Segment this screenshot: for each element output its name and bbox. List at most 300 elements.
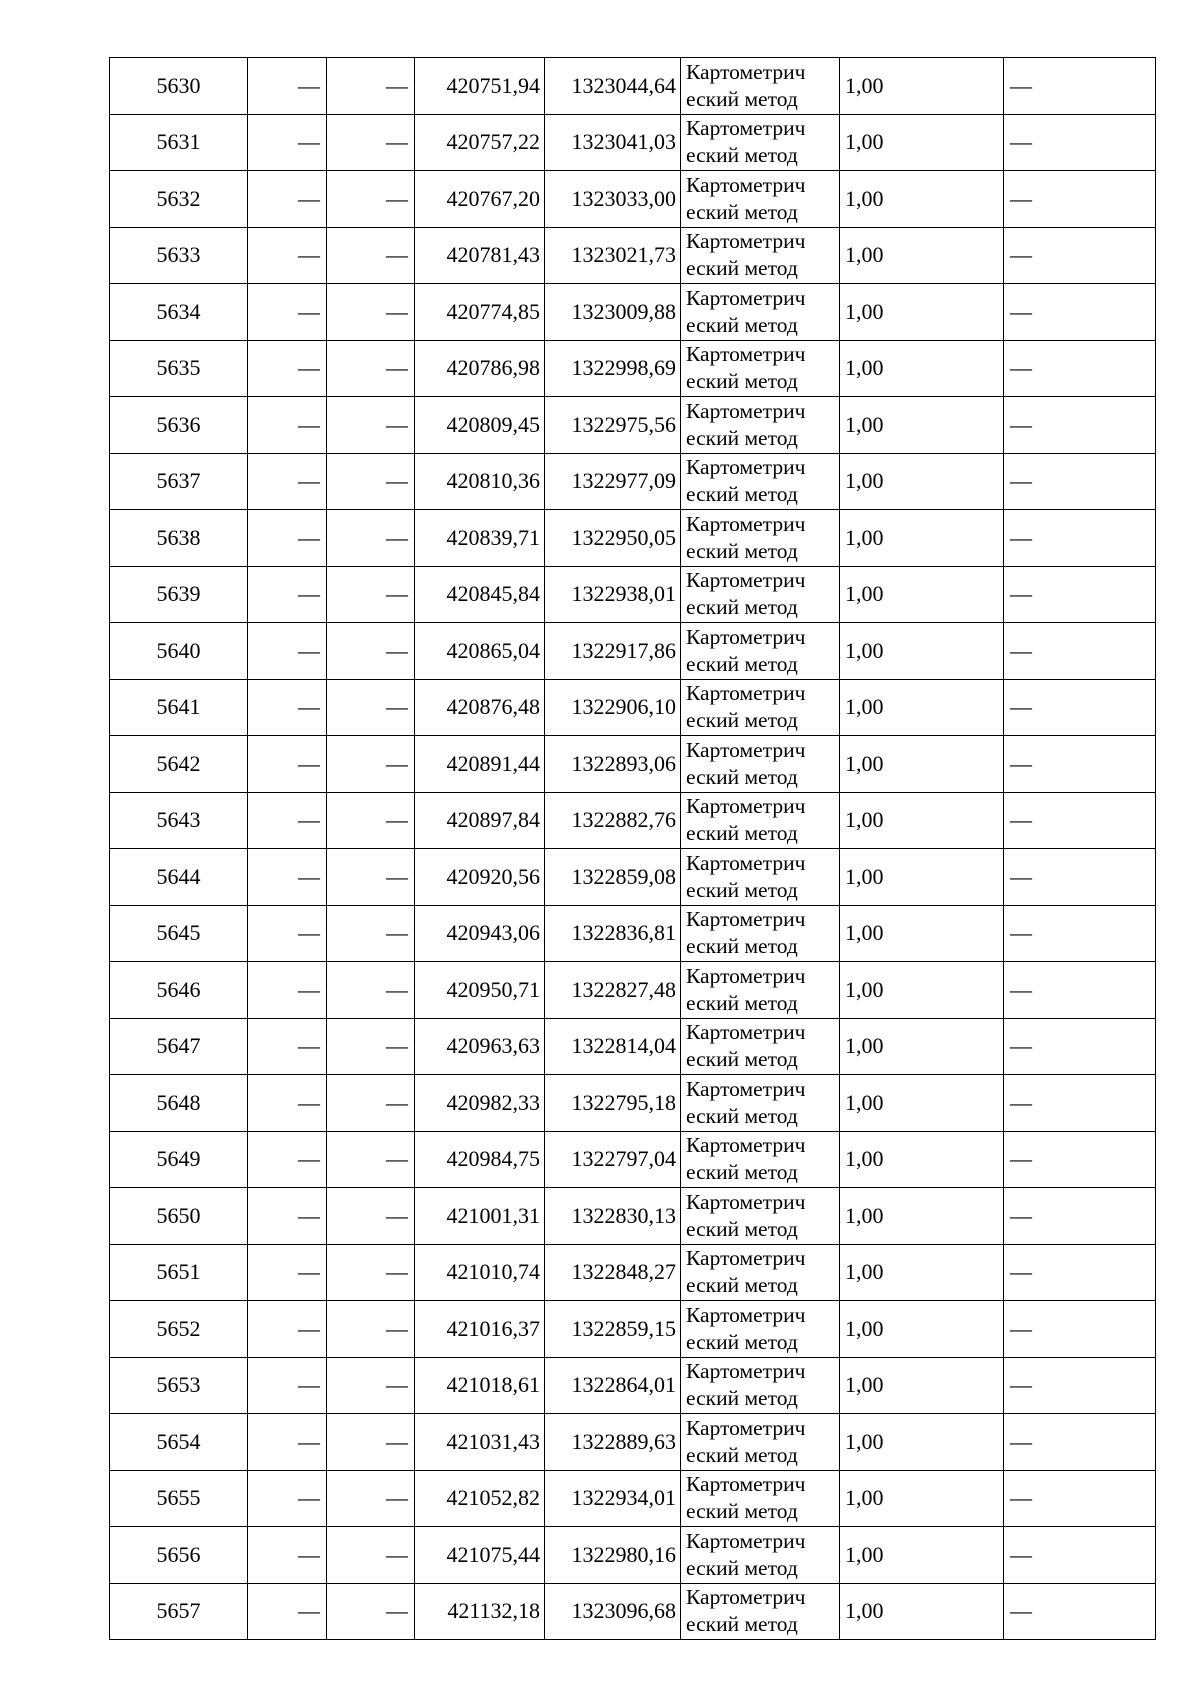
empty-value-cell: — — [327, 58, 415, 115]
accuracy-cell: 1,00 — [840, 1131, 1004, 1188]
table-row — [110, 792, 1156, 849]
method-cell — [681, 736, 840, 793]
table-row — [110, 1357, 1156, 1414]
empty-value-cell: — — [327, 510, 415, 567]
y-coordinate-cell: 1323033,00 — [545, 171, 681, 228]
method-cell — [681, 1244, 840, 1301]
point-number-cell: 5641 — [110, 679, 248, 736]
point-number-cell: 5645 — [110, 905, 248, 962]
table-row — [110, 397, 1156, 454]
method-text-line-2: еский метод — [686, 990, 798, 1015]
table-row — [110, 1018, 1156, 1075]
description-cell: — — [1004, 1357, 1156, 1414]
empty-value-cell: — — [248, 1301, 327, 1358]
table-row — [110, 623, 1156, 680]
x-coordinate-cell: 420767,20 — [415, 171, 545, 228]
empty-value-cell: — — [327, 1527, 415, 1584]
empty-value-cell: — — [327, 905, 415, 962]
empty-value-cell: — — [327, 1414, 415, 1471]
method-text-line-1: Картометрич — [686, 681, 806, 706]
method-cell — [681, 1131, 840, 1188]
empty-value-cell: — — [327, 1357, 415, 1414]
method-text-line-1: Картометрич — [686, 1415, 806, 1440]
x-coordinate-cell: 420876,48 — [415, 679, 545, 736]
point-number-cell: 5630 — [110, 58, 248, 115]
accuracy-cell: 1,00 — [840, 566, 1004, 623]
x-coordinate-cell: 420809,45 — [415, 397, 545, 454]
empty-value-cell: — — [248, 114, 327, 171]
method-text-line-1: Картометрич — [686, 1585, 806, 1610]
description-cell: — — [1004, 1018, 1156, 1075]
empty-value-cell: — — [327, 962, 415, 1019]
method-text-line-2: еский метод — [686, 1160, 798, 1185]
empty-value-cell: — — [248, 1244, 327, 1301]
point-number-cell: 5636 — [110, 397, 248, 454]
point-number-cell: 5633 — [110, 227, 248, 284]
accuracy-cell: 1,00 — [840, 1244, 1004, 1301]
point-number-cell: 5654 — [110, 1414, 248, 1471]
method-text-line-1: Картометрич — [686, 1302, 806, 1327]
method-text-line-2: еский метод — [686, 1329, 798, 1354]
method-text-line-2: еский метод — [686, 764, 798, 789]
empty-value-cell: — — [327, 1301, 415, 1358]
empty-value-cell: — — [327, 792, 415, 849]
method-text-line-2: еский метод — [686, 425, 798, 450]
accuracy-cell: 1,00 — [840, 1018, 1004, 1075]
y-coordinate-cell: 1323041,03 — [545, 114, 681, 171]
method-text-line-1: Картометрич — [686, 285, 806, 310]
y-coordinate-cell: 1322977,09 — [545, 453, 681, 510]
x-coordinate-cell: 420845,84 — [415, 566, 545, 623]
empty-value-cell: — — [248, 1018, 327, 1075]
y-coordinate-cell: 1322827,48 — [545, 962, 681, 1019]
method-text-line-1: Картометрич — [686, 737, 806, 762]
y-coordinate-cell: 1322934,01 — [545, 1470, 681, 1527]
table-row — [110, 510, 1156, 567]
empty-value-cell: — — [327, 1018, 415, 1075]
method-cell — [681, 792, 840, 849]
method-text-line-1: Картометрич — [686, 511, 806, 536]
point-number-cell: 5635 — [110, 340, 248, 397]
y-coordinate-cell: 1322830,13 — [545, 1188, 681, 1245]
accuracy-cell: 1,00 — [840, 623, 1004, 680]
method-text-line-2: еский метод — [686, 86, 798, 111]
point-number-cell: 5648 — [110, 1075, 248, 1132]
table-row — [110, 340, 1156, 397]
description-cell: — — [1004, 566, 1156, 623]
accuracy-cell: 1,00 — [840, 962, 1004, 1019]
empty-value-cell: — — [248, 623, 327, 680]
y-coordinate-cell: 1322882,76 — [545, 792, 681, 849]
x-coordinate-cell: 421018,61 — [415, 1357, 545, 1414]
table-row — [110, 1470, 1156, 1527]
table-row — [110, 227, 1156, 284]
empty-value-cell: — — [327, 1470, 415, 1527]
method-text-line-2: еский метод — [686, 877, 798, 902]
description-cell: — — [1004, 1301, 1156, 1358]
empty-value-cell: — — [248, 453, 327, 510]
point-number-cell: 5631 — [110, 114, 248, 171]
method-text-line-1: Картометрич — [686, 1133, 806, 1158]
description-cell: — — [1004, 679, 1156, 736]
accuracy-cell: 1,00 — [840, 905, 1004, 962]
method-text-line-2: еский метод — [686, 821, 798, 846]
empty-value-cell: — — [327, 679, 415, 736]
empty-value-cell: — — [248, 736, 327, 793]
method-text-line-1: Картометрич — [686, 172, 806, 197]
description-cell: — — [1004, 1414, 1156, 1471]
point-number-cell: 5640 — [110, 623, 248, 680]
method-text-line-1: Картометрич — [686, 907, 806, 932]
table-row — [110, 905, 1156, 962]
accuracy-cell: 1,00 — [840, 849, 1004, 906]
accuracy-cell: 1,00 — [840, 340, 1004, 397]
empty-value-cell: — — [327, 114, 415, 171]
empty-value-cell: — — [248, 284, 327, 341]
empty-value-cell: — — [327, 227, 415, 284]
y-coordinate-cell: 1322836,81 — [545, 905, 681, 962]
method-text-line-2: еский метод — [686, 369, 798, 394]
accuracy-cell: 1,00 — [840, 792, 1004, 849]
x-coordinate-cell: 420757,22 — [415, 114, 545, 171]
description-cell: — — [1004, 1075, 1156, 1132]
method-text-line-2: еский метод — [686, 1273, 798, 1298]
method-text-line-1: Картометрич — [686, 1076, 806, 1101]
x-coordinate-cell: 420950,71 — [415, 962, 545, 1019]
method-text-line-2: еский метод — [686, 1499, 798, 1524]
method-cell — [681, 1357, 840, 1414]
empty-value-cell: — — [248, 1075, 327, 1132]
empty-value-cell: — — [327, 171, 415, 228]
method-text-line-1: Картометрич — [686, 850, 806, 875]
point-number-cell: 5646 — [110, 962, 248, 1019]
point-number-cell: 5655 — [110, 1470, 248, 1527]
y-coordinate-cell: 1322975,56 — [545, 397, 681, 454]
empty-value-cell: — — [327, 1244, 415, 1301]
x-coordinate-cell: 420781,43 — [415, 227, 545, 284]
table-row — [110, 1414, 1156, 1471]
empty-value-cell: — — [248, 1470, 327, 1527]
method-text-line-1: Картометрич — [686, 116, 806, 141]
point-number-cell: 5643 — [110, 792, 248, 849]
method-cell — [681, 284, 840, 341]
description-cell: — — [1004, 284, 1156, 341]
empty-value-cell: — — [327, 566, 415, 623]
method-text-line-1: Картометрич — [686, 1528, 806, 1553]
description-cell: — — [1004, 340, 1156, 397]
table-row — [110, 566, 1156, 623]
accuracy-cell: 1,00 — [840, 171, 1004, 228]
method-text-line-2: еский метод — [686, 1047, 798, 1072]
x-coordinate-cell: 420751,94 — [415, 58, 545, 115]
point-number-cell: 5651 — [110, 1244, 248, 1301]
x-coordinate-cell: 421052,82 — [415, 1470, 545, 1527]
y-coordinate-cell: 1322859,15 — [545, 1301, 681, 1358]
method-text-line-1: Картометрич — [686, 1246, 806, 1271]
y-coordinate-cell: 1322814,04 — [545, 1018, 681, 1075]
empty-value-cell: — — [248, 1188, 327, 1245]
point-number-cell: 5638 — [110, 510, 248, 567]
method-cell — [681, 1583, 840, 1640]
table-row — [110, 736, 1156, 793]
table-row — [110, 1075, 1156, 1132]
y-coordinate-cell: 1322893,06 — [545, 736, 681, 793]
table-row — [110, 171, 1156, 228]
method-text-line-1: Картометрич — [686, 398, 806, 423]
description-cell: — — [1004, 1244, 1156, 1301]
method-text-line-2: еский метод — [686, 1216, 798, 1241]
y-coordinate-cell: 1322906,10 — [545, 679, 681, 736]
accuracy-cell: 1,00 — [840, 1357, 1004, 1414]
method-cell — [681, 171, 840, 228]
y-coordinate-cell: 1322889,63 — [545, 1414, 681, 1471]
description-cell: — — [1004, 1470, 1156, 1527]
description-cell: — — [1004, 623, 1156, 680]
accuracy-cell: 1,00 — [840, 510, 1004, 567]
x-coordinate-cell: 420920,56 — [415, 849, 545, 906]
method-cell — [681, 397, 840, 454]
x-coordinate-cell: 420897,84 — [415, 792, 545, 849]
accuracy-cell: 1,00 — [840, 1075, 1004, 1132]
accuracy-cell: 1,00 — [840, 1583, 1004, 1640]
y-coordinate-cell: 1322864,01 — [545, 1357, 681, 1414]
description-cell: — — [1004, 1583, 1156, 1640]
empty-value-cell: — — [327, 284, 415, 341]
method-text-line-1: Картометрич — [686, 1359, 806, 1384]
y-coordinate-cell: 1323096,68 — [545, 1583, 681, 1640]
y-coordinate-cell: 1322938,01 — [545, 566, 681, 623]
method-cell — [681, 340, 840, 397]
method-text-line-2: еский метод — [686, 1103, 798, 1128]
coordinates-table — [109, 57, 1156, 1640]
coordinates-table-body — [110, 58, 1156, 1640]
y-coordinate-cell: 1323044,64 — [545, 58, 681, 115]
y-coordinate-cell: 1322848,27 — [545, 1244, 681, 1301]
table-row — [110, 1527, 1156, 1584]
y-coordinate-cell: 1322950,05 — [545, 510, 681, 567]
point-number-cell: 5647 — [110, 1018, 248, 1075]
point-number-cell: 5650 — [110, 1188, 248, 1245]
x-coordinate-cell: 421001,31 — [415, 1188, 545, 1245]
table-row — [110, 962, 1156, 1019]
y-coordinate-cell: 1323009,88 — [545, 284, 681, 341]
empty-value-cell: — — [248, 679, 327, 736]
empty-value-cell: — — [248, 962, 327, 1019]
x-coordinate-cell: 421016,37 — [415, 1301, 545, 1358]
method-text-line-1: Картометрич — [686, 1020, 806, 1045]
table-row — [110, 114, 1156, 171]
empty-value-cell: — — [327, 1131, 415, 1188]
method-cell — [681, 623, 840, 680]
empty-value-cell: — — [248, 510, 327, 567]
empty-value-cell: — — [248, 1527, 327, 1584]
method-text-line-2: еский метод — [686, 199, 798, 224]
x-coordinate-cell: 420774,85 — [415, 284, 545, 341]
point-number-cell: 5644 — [110, 849, 248, 906]
x-coordinate-cell: 420891,44 — [415, 736, 545, 793]
table-row — [110, 58, 1156, 115]
y-coordinate-cell: 1323021,73 — [545, 227, 681, 284]
point-number-cell: 5657 — [110, 1583, 248, 1640]
empty-value-cell: — — [248, 1583, 327, 1640]
method-text-line-1: Картометрич — [686, 455, 806, 480]
empty-value-cell: — — [327, 623, 415, 680]
empty-value-cell: — — [327, 340, 415, 397]
x-coordinate-cell: 421075,44 — [415, 1527, 545, 1584]
method-text-line-2: еский метод — [686, 934, 798, 959]
accuracy-cell: 1,00 — [840, 284, 1004, 341]
accuracy-cell: 1,00 — [840, 227, 1004, 284]
accuracy-cell: 1,00 — [840, 1527, 1004, 1584]
method-text-line-1: Картометрич — [686, 568, 806, 593]
table-row — [110, 1131, 1156, 1188]
accuracy-cell: 1,00 — [840, 1414, 1004, 1471]
point-number-cell: 5656 — [110, 1527, 248, 1584]
y-coordinate-cell: 1322859,08 — [545, 849, 681, 906]
accuracy-cell: 1,00 — [840, 1188, 1004, 1245]
empty-value-cell: — — [248, 1414, 327, 1471]
table-row — [110, 1301, 1156, 1358]
empty-value-cell: — — [327, 1583, 415, 1640]
accuracy-cell: 1,00 — [840, 114, 1004, 171]
empty-value-cell: — — [248, 227, 327, 284]
empty-value-cell: — — [327, 1188, 415, 1245]
x-coordinate-cell: 420943,06 — [415, 905, 545, 962]
method-text-line-1: Картометрич — [686, 624, 806, 649]
y-coordinate-cell: 1322980,16 — [545, 1527, 681, 1584]
table-row — [110, 284, 1156, 341]
method-text-line-2: еский метод — [686, 143, 798, 168]
method-cell — [681, 1075, 840, 1132]
method-cell — [681, 849, 840, 906]
method-text-line-1: Картометрич — [686, 963, 806, 988]
table-row — [110, 1583, 1156, 1640]
accuracy-cell: 1,00 — [840, 679, 1004, 736]
point-number-cell: 5652 — [110, 1301, 248, 1358]
table-row — [110, 1188, 1156, 1245]
point-number-cell: 5637 — [110, 453, 248, 510]
y-coordinate-cell: 1322797,04 — [545, 1131, 681, 1188]
method-cell — [681, 58, 840, 115]
accuracy-cell: 1,00 — [840, 1301, 1004, 1358]
description-cell: — — [1004, 510, 1156, 567]
method-text-line-2: еский метод — [686, 1555, 798, 1580]
method-cell — [681, 1188, 840, 1245]
method-text-line-2: еский метод — [686, 312, 798, 337]
table-row — [110, 1244, 1156, 1301]
accuracy-cell: 1,00 — [840, 397, 1004, 454]
description-cell: — — [1004, 114, 1156, 171]
description-cell: — — [1004, 453, 1156, 510]
empty-value-cell: — — [327, 453, 415, 510]
method-text-line-2: еский метод — [686, 538, 798, 563]
empty-value-cell: — — [327, 397, 415, 454]
accuracy-cell: 1,00 — [840, 736, 1004, 793]
empty-value-cell: — — [327, 736, 415, 793]
method-cell — [681, 1301, 840, 1358]
method-cell — [681, 679, 840, 736]
method-cell — [681, 566, 840, 623]
description-cell: — — [1004, 397, 1156, 454]
empty-value-cell: — — [327, 849, 415, 906]
description-cell: — — [1004, 736, 1156, 793]
method-text-line-1: Картометрич — [686, 229, 806, 254]
description-cell: — — [1004, 1131, 1156, 1188]
point-number-cell: 5642 — [110, 736, 248, 793]
table-row — [110, 453, 1156, 510]
x-coordinate-cell: 421031,43 — [415, 1414, 545, 1471]
method-text-line-2: еский метод — [686, 708, 798, 733]
method-cell — [681, 1018, 840, 1075]
description-cell: — — [1004, 171, 1156, 228]
method-cell — [681, 227, 840, 284]
empty-value-cell: — — [327, 1075, 415, 1132]
method-text-line-1: Картометрич — [686, 1189, 806, 1214]
x-coordinate-cell: 420810,36 — [415, 453, 545, 510]
method-cell — [681, 1470, 840, 1527]
empty-value-cell: — — [248, 58, 327, 115]
empty-value-cell: — — [248, 340, 327, 397]
method-text-line-2: еский метод — [686, 651, 798, 676]
empty-value-cell: — — [248, 397, 327, 454]
x-coordinate-cell: 420839,71 — [415, 510, 545, 567]
point-number-cell: 5634 — [110, 284, 248, 341]
description-cell: — — [1004, 58, 1156, 115]
method-cell — [681, 1527, 840, 1584]
x-coordinate-cell: 420984,75 — [415, 1131, 545, 1188]
description-cell: — — [1004, 227, 1156, 284]
empty-value-cell: — — [248, 849, 327, 906]
method-text-line-2: еский метод — [686, 1612, 798, 1637]
description-cell: — — [1004, 1188, 1156, 1245]
method-cell — [681, 1414, 840, 1471]
y-coordinate-cell: 1322795,18 — [545, 1075, 681, 1132]
accuracy-cell: 1,00 — [840, 58, 1004, 115]
method-cell — [681, 962, 840, 1019]
description-cell: — — [1004, 1527, 1156, 1584]
description-cell: — — [1004, 792, 1156, 849]
method-text-line-1: Картометрич — [686, 1472, 806, 1497]
empty-value-cell: — — [248, 905, 327, 962]
empty-value-cell: — — [248, 1357, 327, 1414]
method-text-line-2: еский метод — [686, 256, 798, 281]
point-number-cell: 5639 — [110, 566, 248, 623]
x-coordinate-cell: 421132,18 — [415, 1583, 545, 1640]
x-coordinate-cell: 420982,33 — [415, 1075, 545, 1132]
empty-value-cell: — — [248, 1131, 327, 1188]
method-text-line-1: Картометрич — [686, 794, 806, 819]
description-cell: — — [1004, 905, 1156, 962]
empty-value-cell: — — [248, 566, 327, 623]
method-text-line-1: Картометрич — [686, 59, 806, 84]
y-coordinate-cell: 1322917,86 — [545, 623, 681, 680]
method-cell — [681, 905, 840, 962]
method-text-line-2: еский метод — [686, 1442, 798, 1467]
description-cell: — — [1004, 849, 1156, 906]
method-text-line-2: еский метод — [686, 482, 798, 507]
x-coordinate-cell: 420963,63 — [415, 1018, 545, 1075]
table-row — [110, 849, 1156, 906]
method-text-line-2: еский метод — [686, 595, 798, 620]
point-number-cell: 5649 — [110, 1131, 248, 1188]
method-cell — [681, 510, 840, 567]
empty-value-cell: — — [248, 171, 327, 228]
accuracy-cell: 1,00 — [840, 453, 1004, 510]
point-number-cell: 5632 — [110, 171, 248, 228]
method-text-line-1: Картометрич — [686, 342, 806, 367]
y-coordinate-cell: 1322998,69 — [545, 340, 681, 397]
table-row — [110, 679, 1156, 736]
